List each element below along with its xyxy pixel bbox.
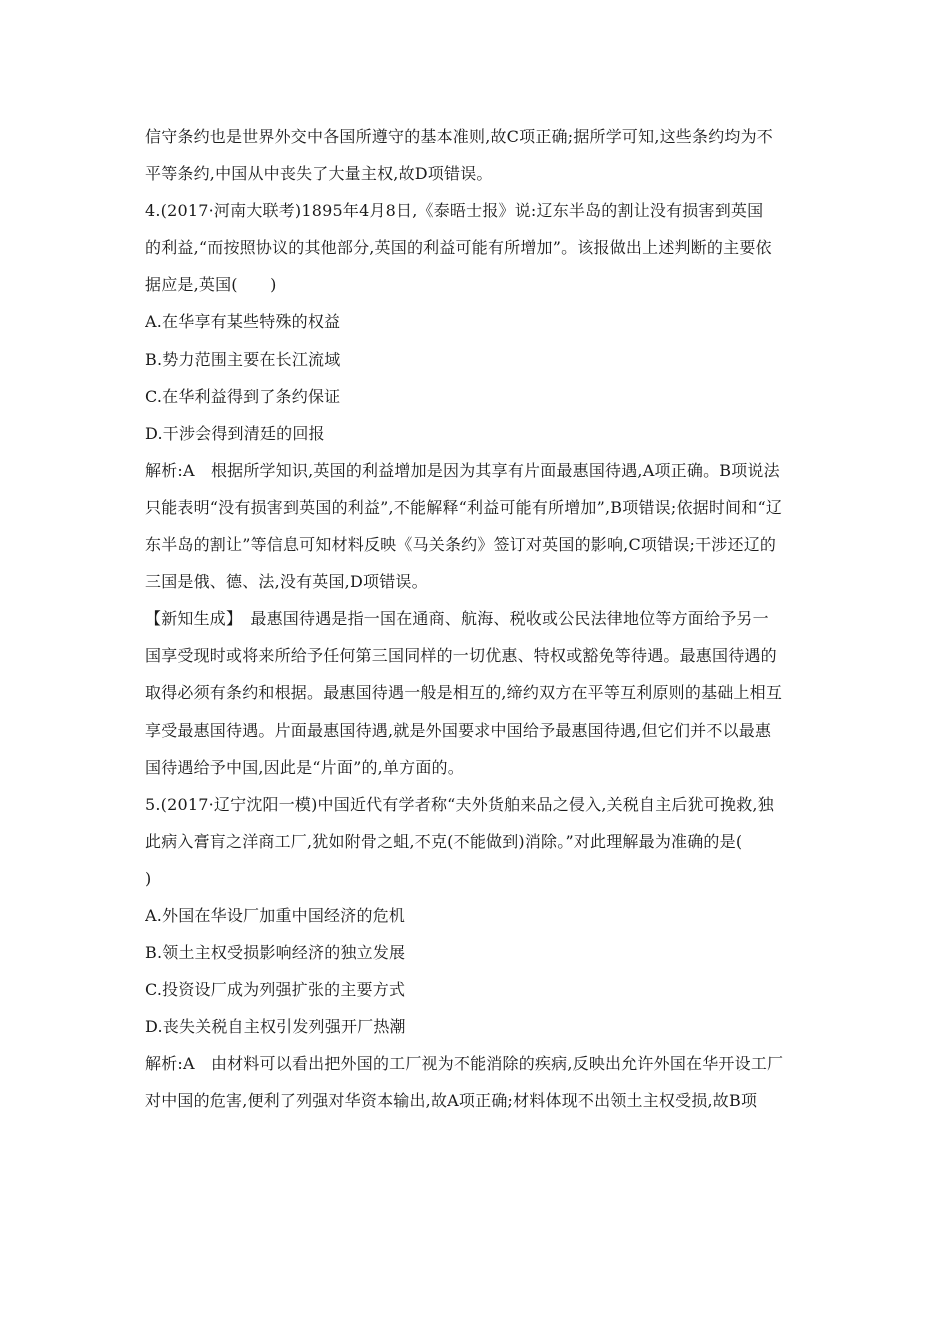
new-knowledge-line: 【新知生成】 最惠国待遇是指一国在通商、航海、税收或公民法律地位等方面给予另一 (145, 609, 769, 629)
text-line: 平等条约,中国从中丧失了大量主权,故D项错误。 (145, 164, 493, 184)
option-c: C.投资设厂成为列强扩张的主要方式 (145, 980, 406, 1000)
option-a: A.外国在华设厂加重中国经济的危机 (145, 905, 406, 925)
option-b: B.领土主权受损影响经济的独立发展 (145, 943, 406, 963)
text-line: 的利益,“而按照协议的其他部分,英国的利益可能有所增加”。该报做出上述判断的主要依 (145, 238, 772, 258)
text-line: 东半岛的割让”等信息可知材料反映《马关条约》签订对英国的影响,C项错误;干涉还辽的 (145, 535, 777, 555)
text-line: 国享受现时或将来所给予任何第三国同样的一切优惠、特权或豁免等待遇。最惠国待遇的 (145, 646, 777, 666)
option-a: A.在华享有某些特殊的权益 (145, 312, 341, 332)
document-page (145, 118, 813, 1120)
analysis-line: 解析:A 根据所学知识,英国的利益增加是因为其享有片面最惠国待遇,A项正确。B项说法 (145, 460, 780, 480)
text-line: 国待遇给予中国,因此是“片面”的,单方面的。 (145, 757, 464, 777)
text-line: 此病入膏肓之洋商工厂,犹如附骨之蛆,不克(不能做到)消除。”对此理解最为准确的是( (145, 831, 743, 851)
option-d: D.干涉会得到清廷的回报 (145, 423, 325, 443)
text-line: ) (145, 868, 152, 888)
text-line: 对中国的危害,便利了列强对华资本输出,故A项正确;材料体现不出领土主权受损,故B项 (145, 1091, 758, 1111)
question-4-stem: 4.(2017·河南大联考)1895年4月8日,《泰晤士报》说:辽东半岛的割让没有损害到英国 (145, 201, 764, 221)
text-line: 据应是,英国( ) (145, 275, 277, 295)
option-c: C.在华利益得到了条约保证 (145, 386, 341, 406)
text-line: 信守条约也是世界外交中各国所遵守的基本准则,故C项正确;据所学可知,这些条约均为不 (145, 127, 774, 146)
text-line: 只能表明“没有损害到英国的利益”,不能解释“利益可能有所增加”,B项错误;依据时间和“辽 (145, 497, 783, 517)
question-5-stem: 5.(2017·辽宁沈阳一模)中国近代有学者称“夫外货舶来品之侵入,关税自主后犹可挽救,独 (145, 794, 774, 814)
analysis-line: 解析:A 由材料可以看出把外国的工厂视为不能消除的疾病,反映出允许外国在华开设工厂 (145, 1054, 784, 1074)
text-line: 享受最惠国待遇。片面最惠国待遇,就是外国要求中国给予最惠国待遇,但它们并不以最惠 (145, 720, 772, 740)
text-line: 三国是俄、德、法,没有英国,D项错误。 (145, 572, 428, 592)
text-line: 取得必须有条约和根据。最惠国待遇一般是相互的,缔约双方在平等互利原则的基础上相互 (145, 683, 783, 703)
option-d: D.丧失关税自主权引发列强开厂热潮 (145, 1017, 406, 1037)
option-b: B.势力范围主要在长江流域 (145, 349, 341, 369)
